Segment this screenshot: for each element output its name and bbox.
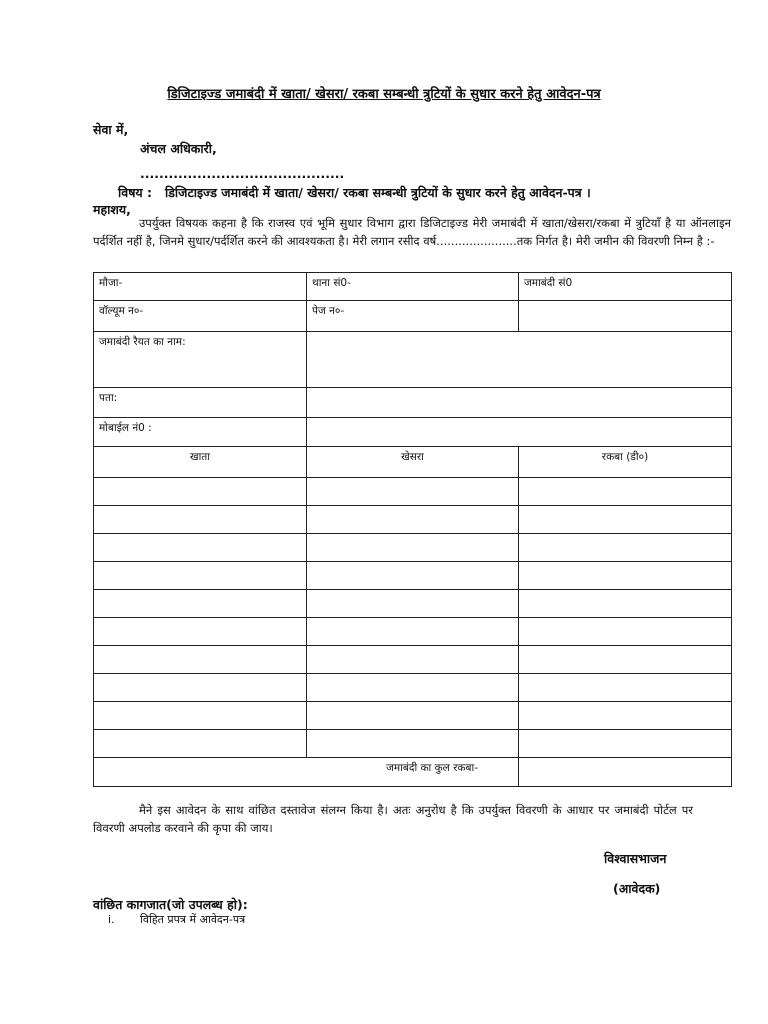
document-item-text: विहित प्रपत्र में आवेदन-पत्र [140, 913, 246, 926]
table-row [94, 646, 732, 674]
col-header-rakba: रकबा (डी०) [519, 447, 732, 478]
mobile-field [307, 418, 732, 447]
mobile-label: मोबाईल नं0 : [94, 418, 307, 447]
blank-cell [519, 301, 732, 332]
col-header-khata: खाता [94, 447, 307, 478]
addressee-dots: ........................................... [140, 166, 345, 181]
table-row [94, 590, 732, 618]
table-row [94, 674, 732, 702]
applicant-label: (आवेदक) [613, 881, 661, 896]
greeting: महाशय, [93, 202, 131, 217]
table-row [94, 506, 732, 534]
col-header-khesra: खेसरा [307, 447, 519, 478]
salutation: सेवा में, [93, 122, 129, 137]
table-row [94, 534, 732, 562]
page-title: डिजिटाइज्ड जमाबंदी में खाता/ खेसरा/ रकबा सम्बन्धी त्रुटियों के सुधार करने हेतु आवेदन-पत्र [167, 87, 601, 102]
total-rakba-field [519, 758, 732, 787]
closing-paragraph: मैने इस आवेदन के साथ वांछित दस्तावेज संलग्न किया है। अतः अनुरोध है कि उपर्युक्त विवरणी के आधार पर जमाबंदी पोर्टल पर विवरणी अपलोड करवाने की कृपा की जाय। [93, 803, 693, 835]
subject-label: विषय : [118, 185, 153, 200]
body-paragraph: उपर्युक्त विषयक कहना है कि राजस्व एवं भूमि सुधार विभाग द्वारा डिजिटाइज्ड मेरी जमाबंदी में खाता/खेसरा/रकबा में त्रुटियाँ है या ऑनलाइन पर्दर्शित नहीं है, जिनमे सुधार/पर्दर्शित करने की आवश्यकता है। मेरी लगान रसीद वर्ष......................तक निर्गत है। मेरी जमीन की विवरणी निम्न है :- [93, 216, 731, 248]
mauza-label: मौजा- [94, 273, 307, 301]
table-row [94, 618, 732, 646]
signoff: विश्वासभाजन [604, 851, 667, 866]
documents-heading: वांछित कागजात(जो उपलब्ध हो): [93, 897, 248, 912]
table-row [94, 478, 732, 506]
addressee-officer: अंचल अधिकारी, [140, 141, 217, 156]
address-field [307, 388, 732, 418]
total-rakba-label: जमाबंदी का कुल रकबा- [94, 758, 519, 787]
table-row [94, 562, 732, 590]
raiyat-name-field [307, 332, 732, 388]
raiyat-name-label: जमाबंदी रैयत का नाम: [94, 332, 307, 388]
subject-text: डिजिटाइज्ड जमाबंदी में खाता/ खेसरा/ रकबा सम्बन्धी त्रुटियों के सुधार करने हेतु आवेदन-पत्र । [165, 185, 591, 200]
address-label: पता: [94, 388, 307, 418]
volume-label: वॉल्यूम न०- [94, 301, 307, 332]
document-item-number: i. [108, 913, 115, 926]
thana-label: थाना सं0- [307, 273, 519, 301]
jamabandi-no-label: जमाबंदी सं0 [519, 273, 732, 301]
page-label: पेज न०- [307, 301, 519, 332]
land-details-table [93, 272, 732, 787]
table-row [94, 702, 732, 730]
table-row [94, 730, 732, 758]
